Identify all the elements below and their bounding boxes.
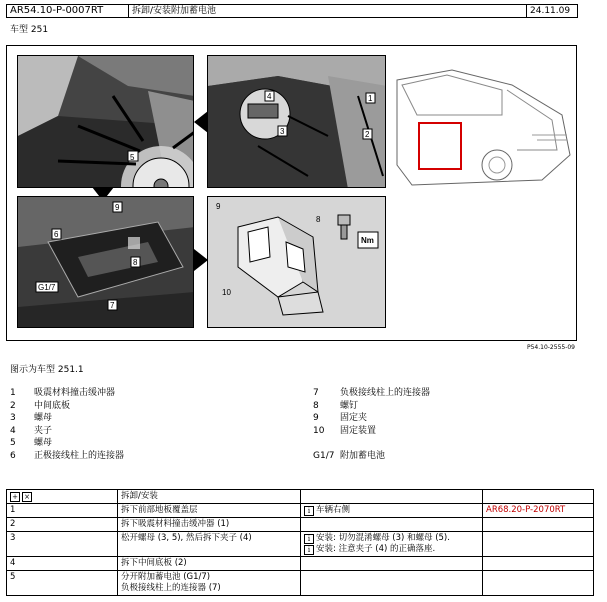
callout-9: 9 (115, 203, 120, 212)
battery-photo (18, 197, 194, 328)
legend-item: 9 固定夹 (313, 413, 368, 423)
callout-9b: 9 (216, 202, 221, 211)
procedure-header-label: 拆卸/安装 (118, 490, 301, 504)
callout-4: 4 (267, 92, 272, 101)
procedure-step-row: 5 分开附加蓄电池 (G1/7) 负极接线柱上的连接器 (7) (7, 571, 594, 596)
document-date: 24.11.09 (527, 5, 578, 18)
callout-1: 1 (368, 94, 373, 103)
reference-link[interactable]: AR68.20-P-2070RT (483, 504, 594, 518)
legend-item: G1/7 附加蓄电池 (313, 450, 386, 461)
figure-caption: 图示为车型 251.1 (10, 365, 84, 375)
legend-right (313, 387, 430, 462)
procedure-step-row: 3 松开螺母 (3, 5), 然后拆下夹子 (4) i 安装: 切勿混淆螺母 (3) 和螺母 (5). i 安装: 注意夹子 (4) 的正确落座. (7, 532, 594, 557)
bracket-drawing (208, 197, 386, 328)
callout-6: 6 (54, 230, 59, 239)
photo-panel-battery (17, 196, 194, 328)
photo-panel-floor-pad (17, 55, 194, 188)
document-number: AR54.10-P-0007RT (7, 5, 129, 18)
legend-left (10, 387, 124, 462)
photo-panel-floor-trim (207, 55, 386, 188)
callout-2: 2 (365, 130, 370, 139)
legend-item: 5 螺母 (10, 438, 53, 448)
document-title: 拆卸/安装附加蓄电池 (129, 5, 527, 18)
figure-code: P54.10-2555-09 (526, 344, 575, 351)
legend-item: 8 螺钉 (313, 400, 359, 411)
callout-8: 8 (133, 258, 138, 267)
callout-g1-7: G1/7 (38, 283, 56, 292)
procedure-table (6, 489, 594, 596)
floor-pad-photo (18, 56, 194, 188)
callout-7: 7 (110, 301, 115, 310)
floor-trim-photo (208, 56, 386, 188)
expand-icon[interactable]: + (10, 492, 20, 502)
callout-8b: 8 (316, 215, 321, 224)
legend-item: 1 吸震材料撞击缓冲器 (10, 388, 116, 398)
procedure-step-row: 1 拆下前部地板覆盖层 i 车辆右侧 AR68.20-P-2070RT (7, 504, 594, 518)
document-header (6, 4, 578, 18)
legend-item: 2 中间底板 (10, 400, 71, 411)
illustration-frame (6, 45, 577, 341)
legend-item: 6 正极接线柱上的连接器 (10, 450, 125, 461)
callout-5: 5 (130, 153, 135, 162)
procedure-step-row: 2 拆下吸震材料撞击缓冲器 (1) (7, 518, 594, 532)
info-icon: i (304, 534, 314, 544)
vehicle-location-sketch (392, 55, 574, 190)
legend-item: 10 固定装置 (313, 425, 377, 436)
info-icon: i (304, 545, 314, 555)
legend-item: 7 负极接线柱上的连接器 (313, 388, 431, 398)
vehicle-model: 车型 251 (10, 25, 49, 35)
info-icon: i (304, 506, 314, 516)
drawing-panel-bracket (207, 196, 386, 328)
arrow-left-icon (194, 111, 208, 133)
arrow-right-icon (194, 249, 208, 271)
callout-3: 3 (280, 127, 285, 136)
callout-10: 10 (222, 288, 231, 297)
procedure-step-row: 4 拆下中间底板 (2) (7, 557, 594, 571)
legend-item: 4 夹子 (10, 425, 53, 436)
torque-label: Nm (361, 236, 374, 245)
collapse-icon[interactable]: × (22, 492, 32, 502)
legend-spacer (313, 437, 430, 450)
legend-item: 3 螺母 (10, 413, 53, 423)
procedure-header-row (7, 490, 594, 504)
